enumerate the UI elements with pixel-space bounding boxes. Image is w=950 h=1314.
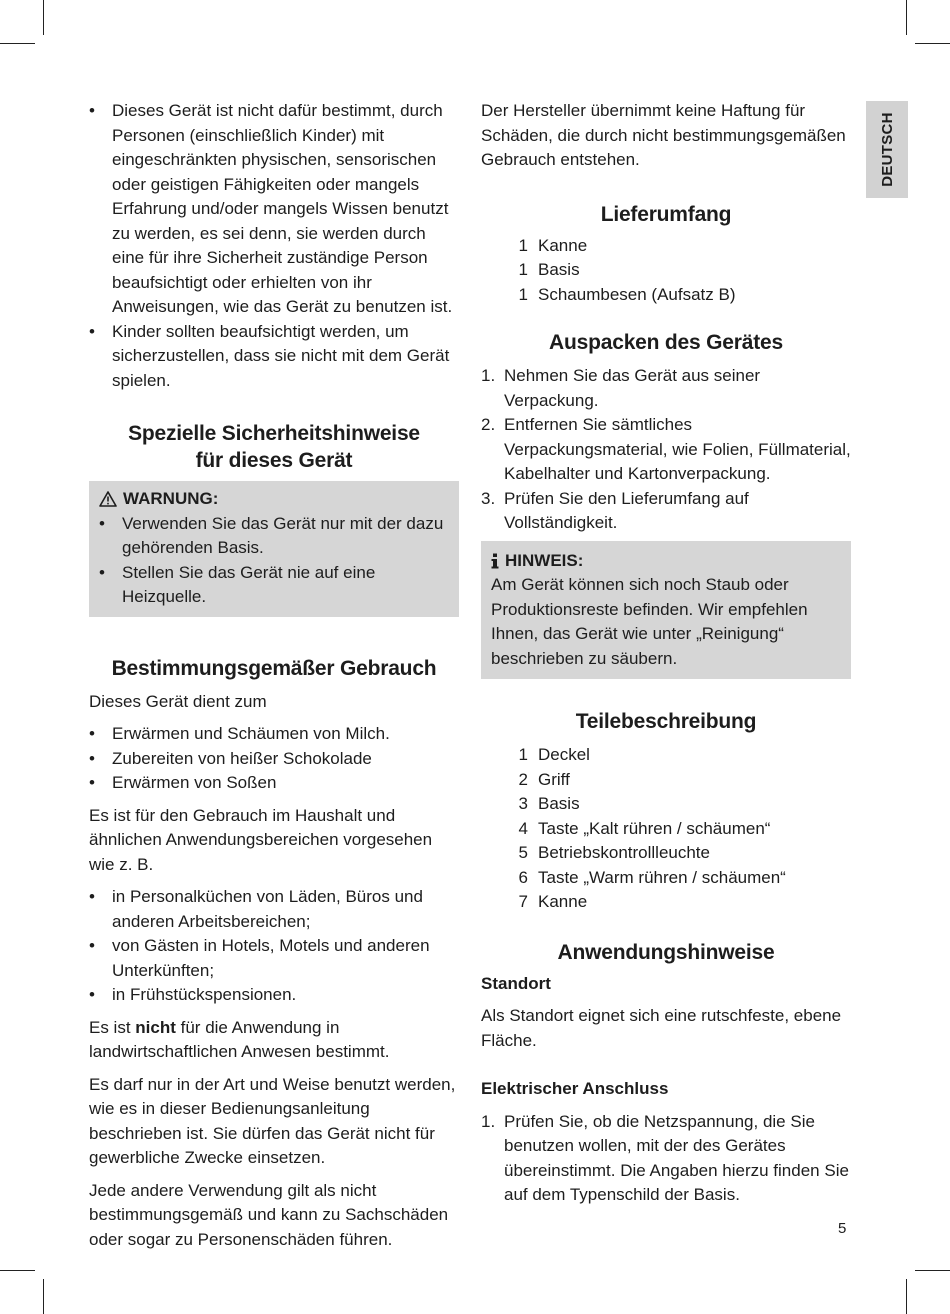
list-item: 5 Betriebskontrollleuchte [518, 843, 710, 862]
hint-box [481, 541, 851, 680]
right-column [481, 99, 851, 1208]
location-heading: Standort [481, 973, 551, 993]
list-item: 3 Basis [518, 794, 580, 813]
list-item: 1. Prüfen Sie, ob die Netzspannung, die Sie benutzen wollen, mit der des Gerätes übereinstimmt. Die Angaben hierzu finden Sie auf dem Typenschild der Basis. [481, 1111, 849, 1204]
list-item: • Zubereiten von heißer Schokolade [89, 748, 372, 768]
list-item: 4 Taste „Kalt rühren / schäumen“ [518, 818, 771, 838]
crop-mark [0, 43, 35, 44]
list-item: 3. Prüfen Sie den Lieferumfang auf Vollständigkeit. [481, 488, 749, 532]
list-item: 1. Nehmen Sie das Gerät aus seiner Verpackung. [481, 366, 761, 410]
language-tab [866, 101, 908, 198]
left-column [89, 99, 459, 1252]
list-item: 2 Griff [518, 769, 570, 789]
household-list [89, 885, 459, 1008]
manual-text: Es darf nur in der Art und Weise benutzt werden, wie es in dieser Bedienungsanleitung beschrieben ist. Sie dürfen das Gerät nicht für gewerbliche Zwecke einsetzen. [89, 1074, 456, 1167]
list-item: • von Gästen in Hotels, Motels und anderen Unterkünften; [89, 936, 430, 980]
list-item: • Stellen Sie das Gerät nie auf eine Heizquelle. [99, 562, 376, 606]
list-item: 1 Basis [518, 260, 580, 279]
unpack-heading: Auspacken des Gerätes [549, 331, 783, 354]
location-text: Als Standort eignet sich eine rutschfeste, ebene Fläche. [481, 1006, 842, 1050]
list-item: 7 Kanne [518, 892, 588, 911]
hint-title: HINWEIS: [491, 549, 841, 574]
list-item: • Kinder sollten beaufsichtigt werden, um sicherzustellen, dass sie nicht mit dem Gerät spielen. [89, 321, 450, 390]
parts-heading: Teilebeschreibung [575, 710, 757, 733]
list-item: • in Frühstückspensionen. [89, 985, 297, 1004]
list-item: 1 Deckel [518, 745, 590, 764]
intro-bullet-list [89, 99, 459, 393]
warning-box [89, 481, 459, 617]
crop-mark [43, 1279, 44, 1314]
hint-text: Am Gerät können sich noch Staub oder Produktionsreste befinden. Wir empfehlen Ihnen, das Gerät wie unter „Reinigung“ beschrieben zu säubern. [491, 575, 808, 668]
usage-list [89, 722, 459, 796]
household-text: Es ist für den Gebrauch im Haushalt und ähnlichen Anwendungsbereichen vorgesehen wie z. B. [89, 805, 433, 874]
list-item: • in Personalküchen von Läden, Büros und anderen Arbeitsbereichen; [89, 887, 423, 931]
list-item: • Erwärmen und Schäumen von Milch. [89, 724, 390, 743]
liability-text: Der Hersteller übernimmt keine Haftung für Schäden, die durch nicht bestimmungsgemäßen Gebrauch entstehen. [481, 101, 846, 169]
language-tab-label: DEUTSCH [878, 112, 896, 187]
page-number: 5 [838, 1220, 847, 1237]
electric-heading: Elektrischer Anschluss [481, 1079, 669, 1098]
misuse-text: Jede andere Verwendung gilt als nicht bestimmungsgemäß und kann zu Sachschäden oder sogar zu Personenschäden führen. [89, 1180, 449, 1249]
crop-mark [43, 0, 44, 35]
parts-list [481, 743, 851, 915]
list-item: 6 Taste „Warm rühren / schäumen“ [518, 867, 786, 887]
list-item: • Dieses Gerät ist nicht dafür bestimmt, durch Personen (einschließlich Kinder) mit eingeschränkten physischen, sensorischen oder geistigen Fähigkeiten oder mangels Erfahrung und/oder mangels Wissen benutzt zu werden, es sei denn, sie werden durch eine für ihre Sicherheit zuständige Person beaufsichtigt oder erhielten von ihr Anweisungen, wie das Gerät zu benutzen ist. [89, 101, 453, 316]
list-item: 2. Entfernen Sie sämtliches Verpackungsmaterial, wie Folien, Füllmaterial, Kabelhalter und Kartonverpackung. [481, 415, 851, 483]
delivery-list [481, 234, 851, 308]
list-item: • Erwärmen von Soßen [89, 773, 277, 792]
safety-heading: Spezielle Sicherheitshinweise für dieses Gerät [128, 422, 420, 472]
usage-intro: Dieses Gerät dient zum [89, 691, 267, 711]
usage-heading: Bestimmungsgemäßer Gebrauch [111, 656, 437, 680]
list-item: • Verwenden Sie das Gerät nur mit der dazu gehörenden Basis. [99, 513, 444, 557]
crop-mark [915, 1270, 950, 1271]
list-item: 1 Schaumbesen (Aufsatz B) [518, 284, 736, 304]
electric-steps [481, 1110, 851, 1208]
crop-mark [0, 1270, 35, 1271]
unpack-steps [481, 364, 851, 536]
crop-mark [906, 0, 907, 35]
crop-mark [906, 1279, 907, 1314]
warning-icon [99, 491, 117, 507]
crop-mark [915, 43, 950, 44]
agriculture-text: Es ist nicht für die Anwendung in landwirtschaftlichen Anwesen bestimmt. [89, 1017, 390, 1061]
warning-title: WARNUNG: [93, 487, 451, 512]
usage-hints-heading: Anwendungshinweise [557, 940, 775, 964]
list-item: 1 Kanne [518, 235, 588, 255]
info-icon [491, 553, 499, 569]
delivery-heading: Lieferumfang [600, 202, 732, 226]
